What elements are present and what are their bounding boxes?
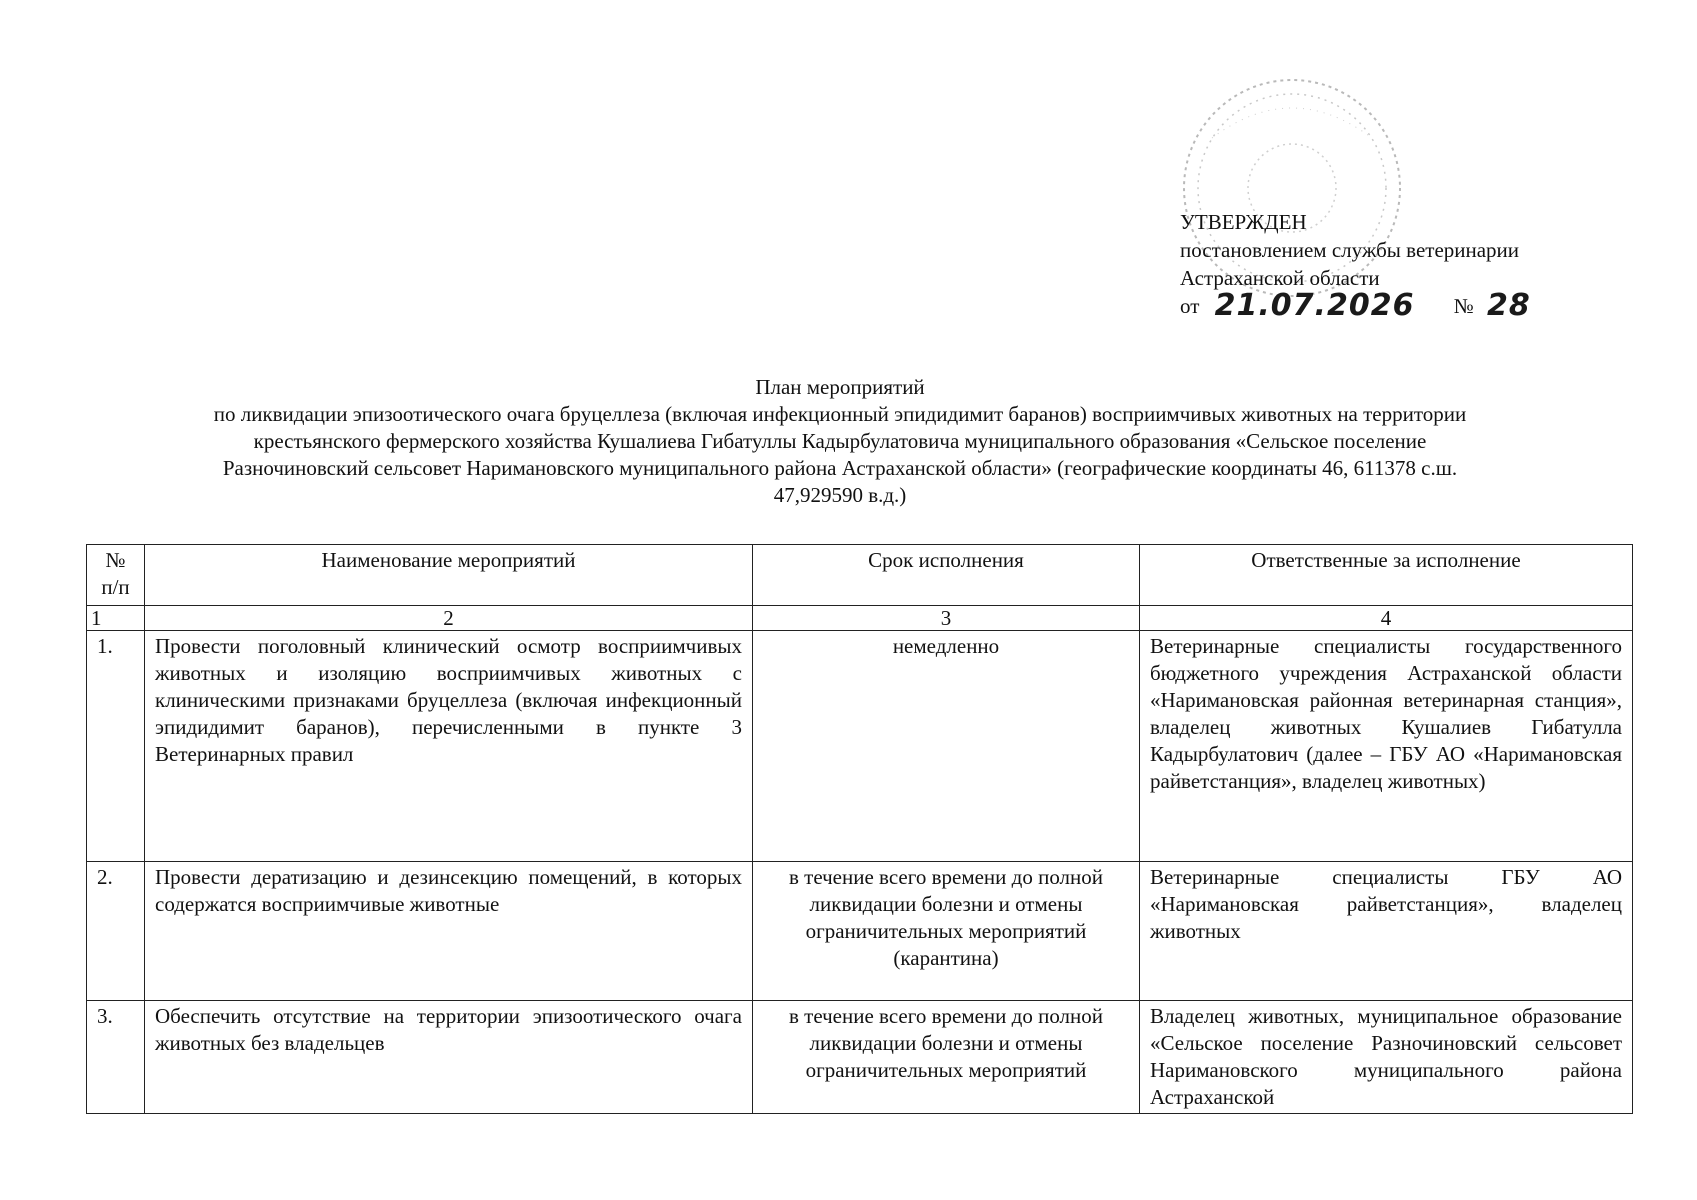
column-number: 3 xyxy=(753,606,1140,631)
approval-date-line xyxy=(1180,288,1531,323)
row-responsible: Ветеринарные специалисты государственного бюджетного учреждения Астраханской области «Наримановская районная ветеринарная станция», владелец животных Кушалиев Гибатулла Кадырбулатович (далее – ГБУ АО «Наримановская райветстанция», владелец животных) xyxy=(1140,631,1633,862)
row-responsible: Ветеринарные специалисты ГБУ АО «Наримановская райветстанция», владелец животных xyxy=(1140,862,1633,1001)
title-line-3: крестьянского фермерского хозяйства Кушалиева Гибатуллы Кадырбулатовича муниципального образования «Сельское поселение xyxy=(253,429,1427,453)
column-number: 2 xyxy=(145,606,753,631)
from-label: от xyxy=(1180,294,1200,318)
row-deadline: в течение всего времени до полной ликвидации болезни и отмены ограничительных мероприятий xyxy=(753,1001,1140,1114)
table-header-row xyxy=(87,545,1633,606)
header-number: № п/п xyxy=(87,545,145,606)
approved-by-line: постановлением службы ветеринарии xyxy=(1180,238,1520,262)
document-title xyxy=(90,374,1590,509)
row-action: Провести дератизацию и дезинсекцию помещений, в которых содержатся восприимчивые животные xyxy=(145,862,753,1001)
header-responsible: Ответственные за исполнение xyxy=(1140,545,1633,606)
row-deadline: немедленно xyxy=(753,631,1140,862)
column-number: 4 xyxy=(1140,606,1633,631)
column-number: 1 xyxy=(87,606,145,631)
table-row xyxy=(87,631,1633,862)
title-line-1: План мероприятий xyxy=(755,375,925,399)
row-responsible: Владелец животных, муниципальное образование «Сельское поселение Разночиновский сельсовет Наримановского муниципального района Астраханской xyxy=(1140,1001,1633,1114)
approved-region-line: Астраханской области xyxy=(1180,266,1380,290)
column-number-row xyxy=(87,606,1633,631)
title-line-5: 47,929590 в.д.) xyxy=(773,483,907,507)
header-action: Наименование мероприятий xyxy=(145,545,753,606)
row-action: Провести поголовный клинический осмотр восприимчивых животных и изоляцию восприимчивых животных с клиническими признаками бруцеллеза (включая инфекционный эпидидимит баранов), перечисленными в пункте 3 Ветеринарных правил xyxy=(145,631,753,862)
row-number: 1. xyxy=(87,631,145,862)
row-number: 2. xyxy=(87,862,145,1001)
approved-heading: УТВЕРЖДЕН xyxy=(1180,210,1307,234)
table-row xyxy=(87,862,1633,1001)
title-line-2: по ликвидации эпизоотического очага бруцеллеза (включая инфекционный эпидидимит баранов) восприимчивых животных на территории xyxy=(213,402,1467,426)
title-line-4: Разночиновский сельсовет Наримановского муниципального района Астраханской области» (географические координаты 46, 611378 с.ш. xyxy=(222,456,1458,480)
approval-stamp-block xyxy=(1180,208,1531,323)
measures-table xyxy=(86,544,1633,1114)
table-row xyxy=(87,1001,1633,1114)
handwritten-number: 28 xyxy=(1487,288,1531,323)
row-number: 3. xyxy=(87,1001,145,1114)
number-label: № xyxy=(1453,294,1474,318)
row-deadline: в течение всего времени до полной ликвидации болезни и отмены ограничительных мероприятий (карантина) xyxy=(753,862,1140,1001)
handwritten-date: 21.07.2026 xyxy=(1214,288,1415,323)
row-action: Обеспечить отсутствие на территории эпизоотического очага животных без владельцев xyxy=(145,1001,753,1114)
header-deadline: Срок исполнения xyxy=(753,545,1140,606)
